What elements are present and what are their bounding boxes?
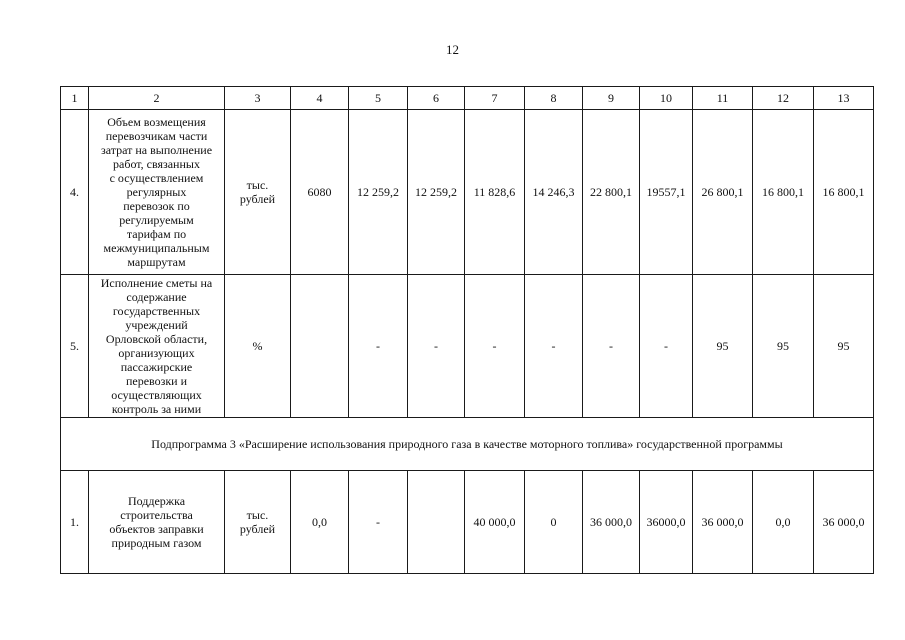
header-cell: 5 [349, 87, 408, 110]
header-cell: 12 [753, 87, 814, 110]
table-row-1 [61, 471, 874, 574]
value-cell: 36 000,0 [583, 471, 640, 574]
name-line: объектов заправки [109, 522, 204, 536]
value-cell: 0,0 [753, 471, 814, 574]
name-line: перевозок по [123, 199, 190, 213]
value-cell: - [349, 275, 408, 418]
value-cell [291, 275, 349, 418]
value-cell: 95 [814, 275, 874, 418]
value-cell: - [583, 275, 640, 418]
name-line: строительства [120, 508, 193, 522]
name-line: организующих [118, 346, 195, 360]
row-number: 5. [61, 275, 89, 418]
value-cell: - [408, 275, 465, 418]
value-cell: - [349, 471, 408, 574]
name-line: перевозчикам части [105, 129, 208, 143]
table-row-4 [61, 110, 874, 275]
name-line: осуществляющих [111, 388, 202, 402]
unit-cell [225, 110, 291, 275]
name-line: Орловской области, [105, 332, 208, 346]
header-cell: 10 [640, 87, 693, 110]
name-line: контроль за ними [111, 402, 202, 416]
subprogram-title: Подпрограмма 3 «Расширение использования природного газа в качестве моторного топлива» государственной программы [61, 418, 874, 471]
unit-cell [225, 471, 291, 574]
name-line: государственных [112, 304, 201, 318]
value-cell: - [640, 275, 693, 418]
value-cell: 95 [753, 275, 814, 418]
name-line: межмуниципальным [103, 241, 210, 255]
header-cell: 9 [583, 87, 640, 110]
name-line: маршрутам [127, 255, 186, 269]
value-cell: 40 000,0 [465, 471, 525, 574]
value-cell: 14 246,3 [525, 110, 583, 275]
value-cell: 95 [693, 275, 753, 418]
header-cell: 1 [61, 87, 89, 110]
indicator-name [89, 110, 225, 275]
value-cell: 16 800,1 [753, 110, 814, 275]
header-row [61, 87, 874, 110]
value-cell [408, 471, 465, 574]
header-cell: 6 [408, 87, 465, 110]
name-line: затрат на выполнение [100, 143, 213, 157]
header-cell: 3 [225, 87, 291, 110]
value-cell: 12 259,2 [349, 110, 408, 275]
indicators-table [60, 86, 874, 574]
unit-line: рублей [239, 522, 276, 536]
value-cell: 36 000,0 [693, 471, 753, 574]
value-cell: 36 000,0 [814, 471, 874, 574]
value-cell: - [465, 275, 525, 418]
table-row-5 [61, 275, 874, 418]
header-cell: 11 [693, 87, 753, 110]
name-line: регулируемым [119, 213, 194, 227]
unit-line: рублей [239, 192, 276, 206]
name-line: Исполнение сметы на [100, 276, 213, 290]
name-line: Поддержка [127, 494, 186, 508]
name-line: с осуществлением [109, 171, 204, 185]
row-number: 1. [61, 471, 89, 574]
header-cell: 4 [291, 87, 349, 110]
value-cell: 26 800,1 [693, 110, 753, 275]
indicator-name [89, 471, 225, 574]
value-cell: 19557,1 [640, 110, 693, 275]
value-cell: 0 [525, 471, 583, 574]
value-cell: 6080 [291, 110, 349, 275]
name-line: работ, связанных [113, 157, 200, 171]
value-cell: 16 800,1 [814, 110, 874, 275]
value-cell: 22 800,1 [583, 110, 640, 275]
unit-cell: % [225, 275, 291, 418]
unit-line: тыс. [246, 508, 269, 522]
subprogram-row [61, 418, 874, 471]
page-number: 12 [446, 42, 459, 57]
value-cell: 12 259,2 [408, 110, 465, 275]
value-cell: 0,0 [291, 471, 349, 574]
name-line: пассажирские [120, 360, 193, 374]
row-number: 4. [61, 110, 89, 275]
indicator-name [89, 275, 225, 418]
value-cell: 11 828,6 [465, 110, 525, 275]
name-line: перевозки и [125, 374, 188, 388]
name-line: тарифам по [126, 227, 187, 241]
name-line: содержание [126, 290, 187, 304]
value-cell: 36000,0 [640, 471, 693, 574]
name-line: природным газом [111, 536, 202, 550]
unit-line: тыс. [246, 178, 269, 192]
name-line: Объем возмещения [107, 115, 206, 129]
header-cell: 2 [89, 87, 225, 110]
value-cell: - [525, 275, 583, 418]
name-line: учреждений [125, 318, 188, 332]
name-line: регулярных [126, 185, 187, 199]
header-cell: 7 [465, 87, 525, 110]
header-cell: 13 [814, 87, 874, 110]
header-cell: 8 [525, 87, 583, 110]
